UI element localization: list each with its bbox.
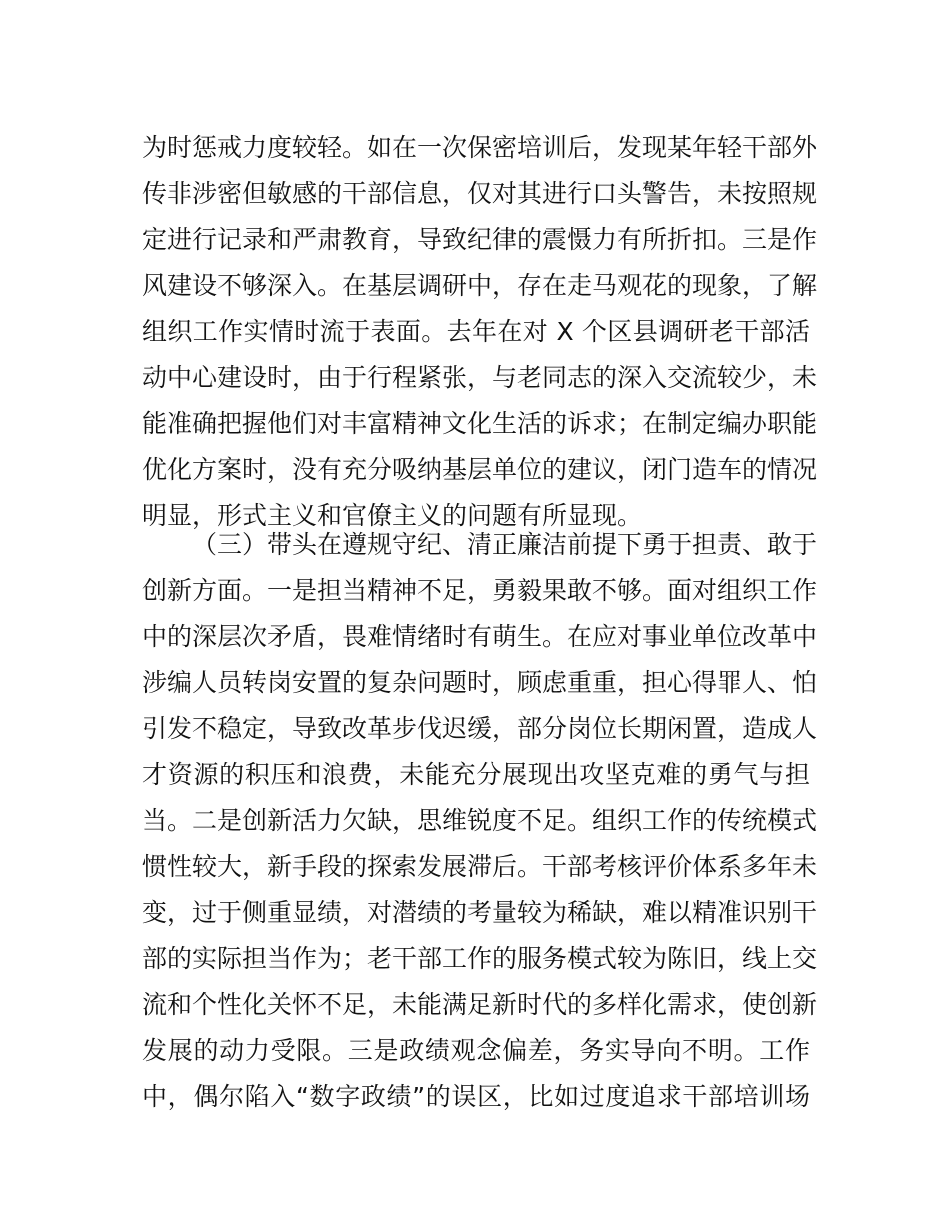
paragraph-line: 传非涉密但敏感的干部信息，仅对其进行口头警告，未按照规 — [142, 179, 818, 208]
paragraph-line: 惯性较大，新手段的探索发展滞后。干部考核评价体系多年未 — [142, 852, 818, 881]
paragraph-1 — [142, 125, 818, 539]
paragraph-line: 风建设不够深入。在基层调研中，存在走马观花的现象，了解 — [142, 271, 818, 300]
paragraph-line: 中，偶尔陷入“数字政绩”的误区，比如过度追求干部培训场 — [142, 1082, 810, 1111]
paragraph-line: 发展的动力受限。三是政绩观念偏差，务实导向不明。工作 — [142, 1036, 810, 1065]
paragraph-line: 引发不稳定，导致改革步伐迟缓，部分岗位长期闲置，造成人 — [142, 714, 818, 743]
paragraph-line: 当。二是创新活力欠缺，思维锐度不足。组织工作的传统模式 — [142, 806, 818, 835]
paragraph-line: 明显，形式主义和官僚主义的问题有所显现。 — [142, 501, 643, 530]
paragraph-line: 才资源的积压和浪费，未能充分展现出攻坚克难的勇气与担 — [142, 760, 810, 789]
paragraph-line: 为时惩戒力度较轻。如在一次保密培训后，发现某年轻干部外 — [142, 133, 818, 162]
paragraph-line: 能准确把握他们对丰富精神文化生活的诉求；在制定编办职能 — [142, 409, 818, 438]
paragraph-line: 优化方案时，没有充分吸纳基层单位的建议，闭门造车的情况 — [142, 455, 818, 484]
paragraph-line: 涉编人员转岗安置的复杂问题时，顾虑重重，担心得罪人、怕 — [142, 668, 818, 697]
paragraph-2 — [142, 522, 818, 1120]
paragraph-line: 变，过于侧重显绩，对潜绩的考量较为稀缺，难以精准识别干 — [142, 898, 818, 927]
paragraph-line: 流和个性化关怀不足，未能满足新时代的多样化需求，使创新 — [142, 990, 818, 1019]
paragraph-line: 中的深层次矛盾，畏难情绪时有萌生。在应对事业单位改革中 — [142, 622, 818, 651]
paragraph-line: 组织工作实情时流于表面。去年在对 X 个区县调研老干部活 — [142, 317, 810, 346]
paragraph-line: 定进行记录和严肃教育，导致纪律的震慑力有所折扣。三是作 — [142, 225, 818, 254]
paragraph-line: 部的实际担当作为；老干部工作的服务模式较为陈旧，线上交 — [142, 944, 818, 973]
paragraph-line: 创新方面。一是担当精神不足，勇毅果敢不够。面对组织工作 — [142, 576, 818, 605]
paragraph-line: （三）带头在遵规守纪、清正廉洁前提下勇于担责、敢于 — [192, 530, 818, 559]
paragraph-line: 动中心建设时，由于行程紧张，与老同志的深入交流较少，未 — [142, 363, 818, 392]
